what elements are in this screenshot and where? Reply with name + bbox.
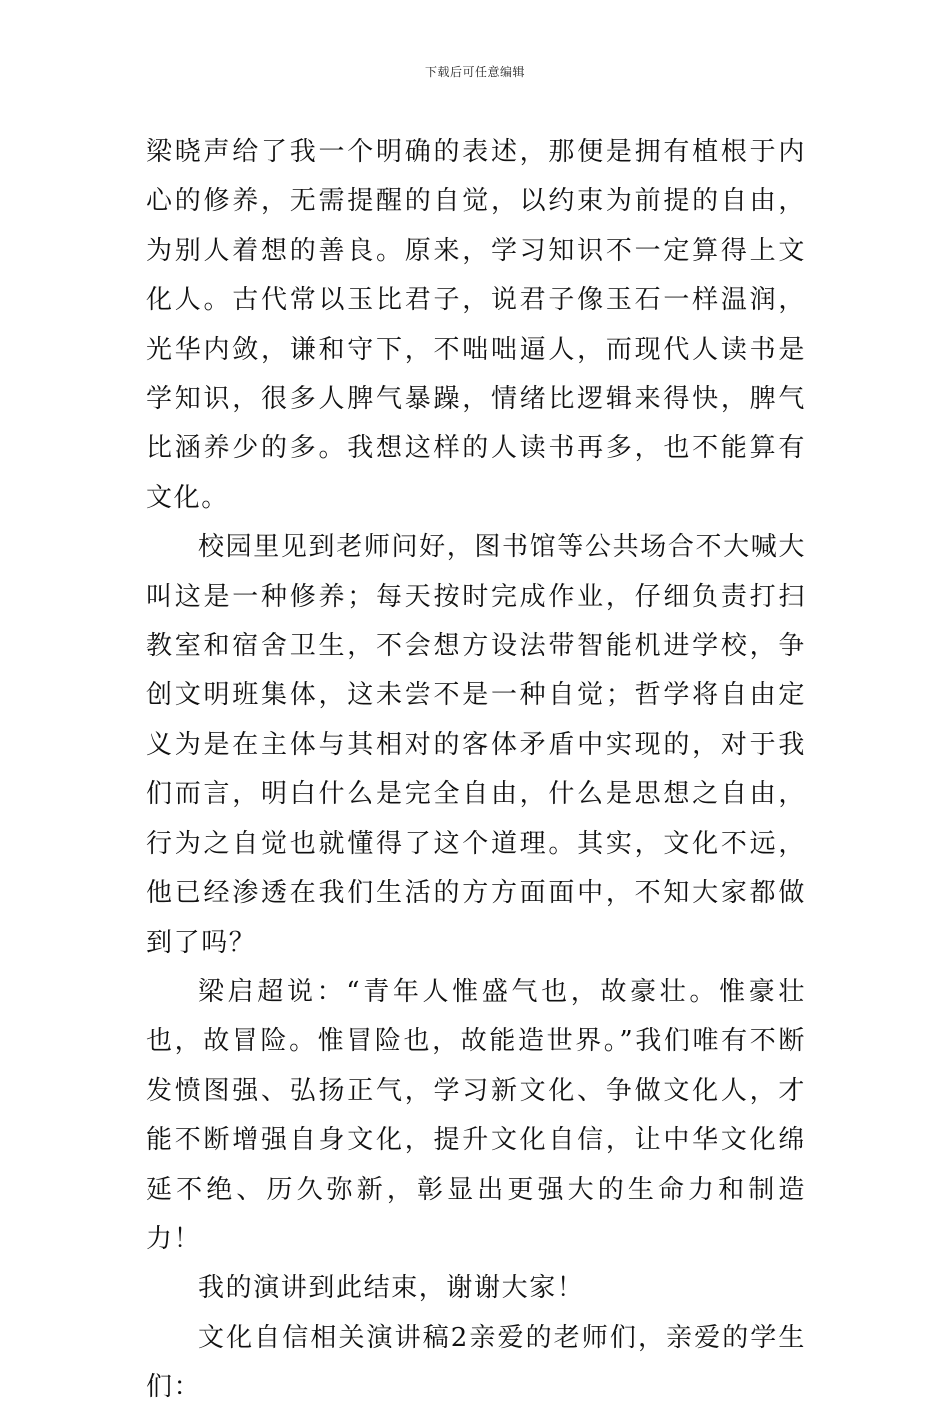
paragraph-1: 梁晓声给了我一个明确的表述，那便是拥有植根于内心的修养，无需提醒的自觉，以约束为前提的自由，为别人着想的善良。原来，学习知识不一定算得上文化人。古代常以玉比君子，说君子像玉石一样温润，光华内敛，谦和守下，不咄咄逼人，而现代人读书是学知识，很多人脾气暴躁，情绪比逻辑来得快，脾气比涵养少的多。我想这样的人读书再多，也不能算有文化。 xyxy=(146,137,806,513)
document-body xyxy=(146,128,806,1413)
paragraph-3: 梁启超说：“青年人惟盛气也，故豪壮。惟豪壮也，故冒险。惟冒险也，故能造世界。”我们唯有不断发愤图强、弘扬正气，学习新文化、争做文化人，才能不断增强自身文化，提升文化自信，让中华文化绵延不绝、历久弥新，彰显出更强大的生命力和制造力！ xyxy=(146,976,806,1254)
paragraph-2: 校园里见到老师问好，图书馆等公共场合不大喊大叫这是一种修养；每天按时完成作业，仔细负责打扫教室和宿舍卫生，不会想方设法带智能机进学校，争创文明班集体，这未尝不是一种自觉；哲学将自由定义为是在主体与其相对的客体矛盾中实现的，对于我们而言，明白什么是完全自由，什么是思想之自由，行为之自觉也就懂得了这个道理。其实，文化不远，他已经渗透在我们生活的方方面面中，不知大家都做到了吗？ xyxy=(146,532,806,958)
paragraph-4: 我的演讲到此结束，谢谢大家！ xyxy=(198,1273,585,1304)
paragraph-5: 文化自信相关演讲稿2亲爱的老师们，亲爱的学生们： xyxy=(146,1322,806,1403)
page-header-note: 下载后可任意编辑 xyxy=(424,65,525,79)
